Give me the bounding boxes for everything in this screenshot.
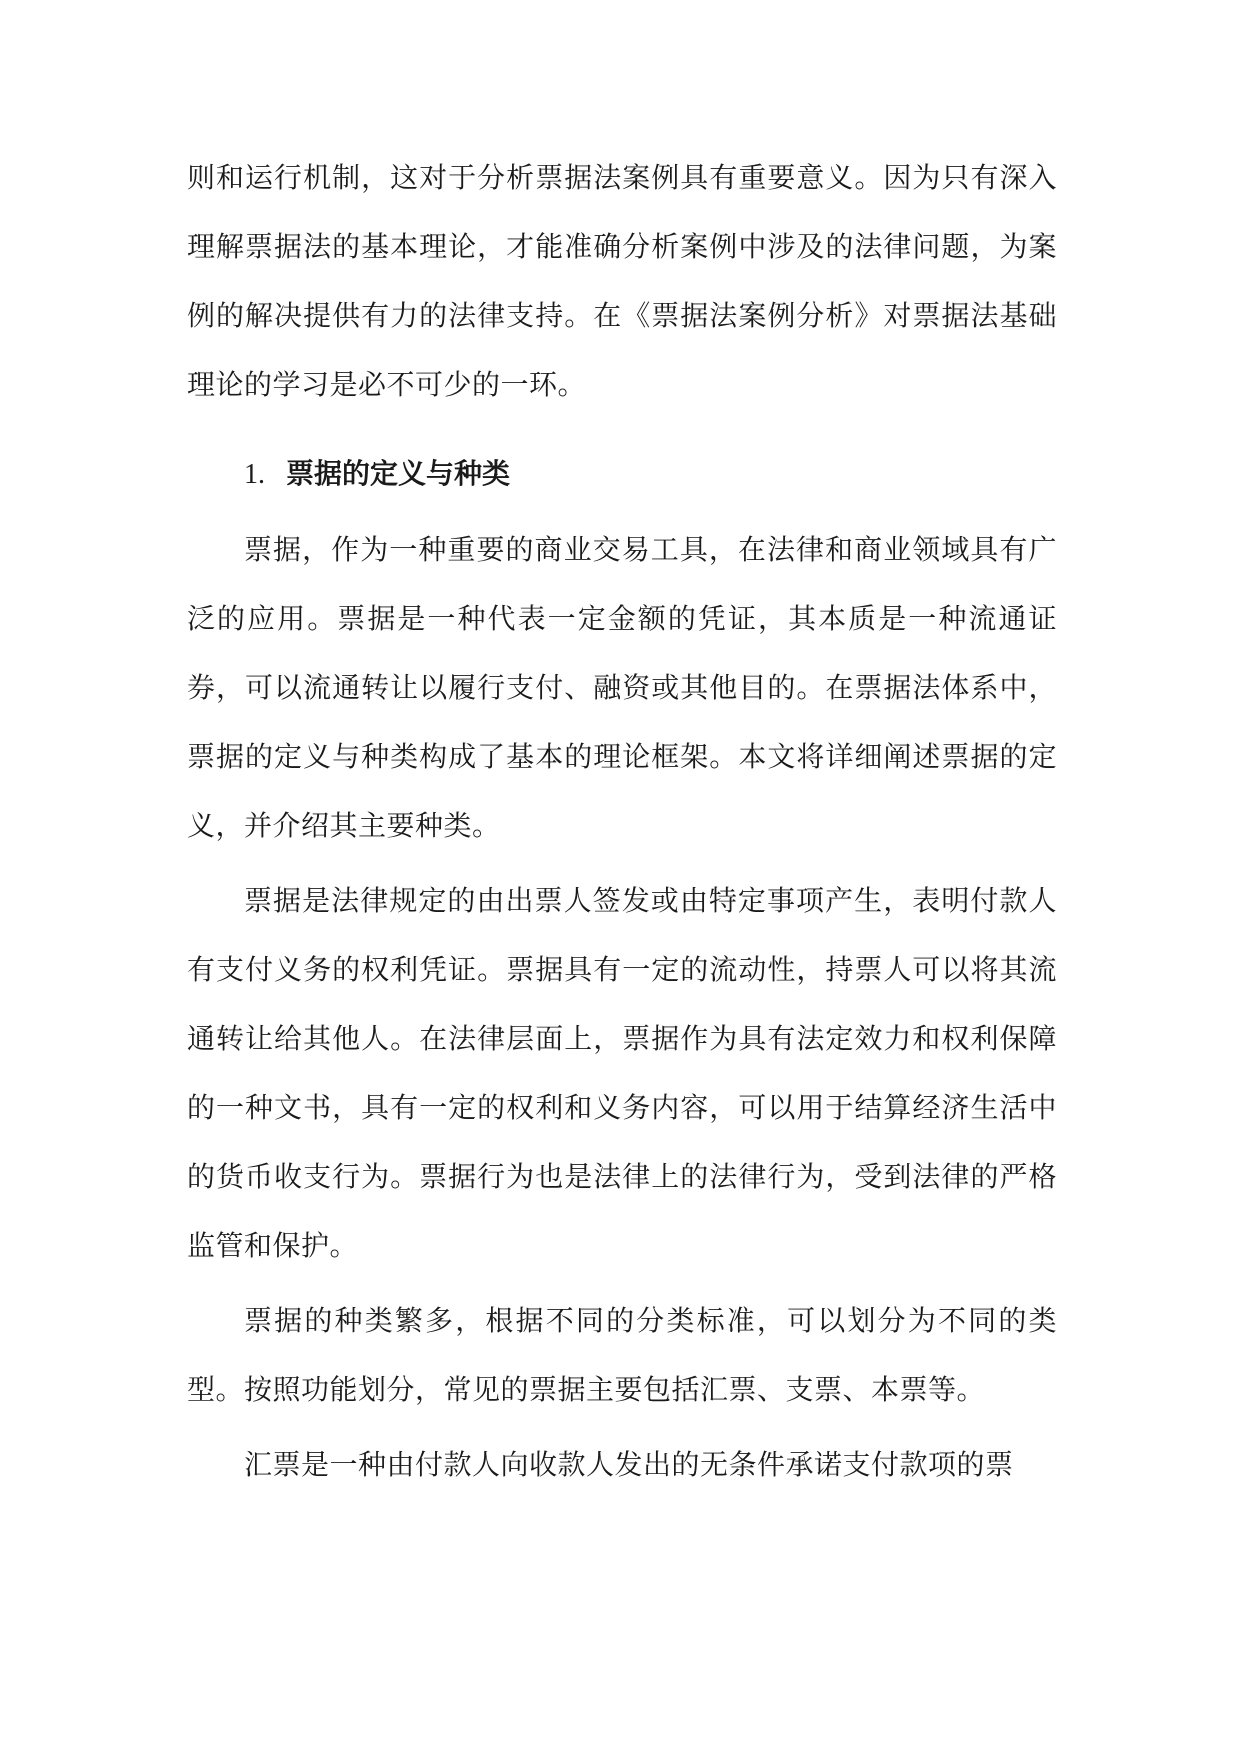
paragraph-bill-types: 票据的种类繁多，根据不同的分类标准，可以划分为不同的类型。按照功能划分，常见的票据主要包括汇票、支票、本票等。 [187,1304,1057,1406]
paragraph-draft: 汇票是一种由付款人向收款人发出的无条件承诺支付款项的票 [244,1448,1014,1481]
paragraph-continuation: 则和运行机制，这对于分析票据法案例具有重要意义。因为只有深入理解票据法的基本理论，才能准确分析案例中涉及的法律问题，为案例的解决提供有力的法律支持。在《票据法案例分析》对票据法基础理论的学习是必不可少的一环。 [187,161,1057,401]
section-title: 票据的定义与种类 [286,457,511,490]
paragraph-bill-overview: 票据，作为一种重要的商业交易工具，在法律和商业领域具有广泛的应用。票据是一种代表一定金额的凭证，其本质是一种流通证券，可以流通转让以履行支付、融资或其他目的。在票据法体系中，票据的定义与种类构成了基本的理论框架。本文将详细阐述票据的定义，并介绍其主要种类。 [187,533,1057,842]
section-number: 1. [244,459,265,490]
paragraph-bill-definition: 票据是法律规定的由出票人签发或由特定事项产生，表明付款人有支付义务的权利凭证。票据具有一定的流动性，持票人可以将其流通转让给其他人。在法律层面上，票据作为具有法定效力和权利保障的一种文书，具有一定的权利和义务内容，可以用于结算经济生活中的货币收支行为。票据行为也是法律上的法律行为，受到法律的严格监管和保护。 [187,884,1057,1262]
document-body [187,143,1057,1499]
section-heading [187,439,1057,509]
